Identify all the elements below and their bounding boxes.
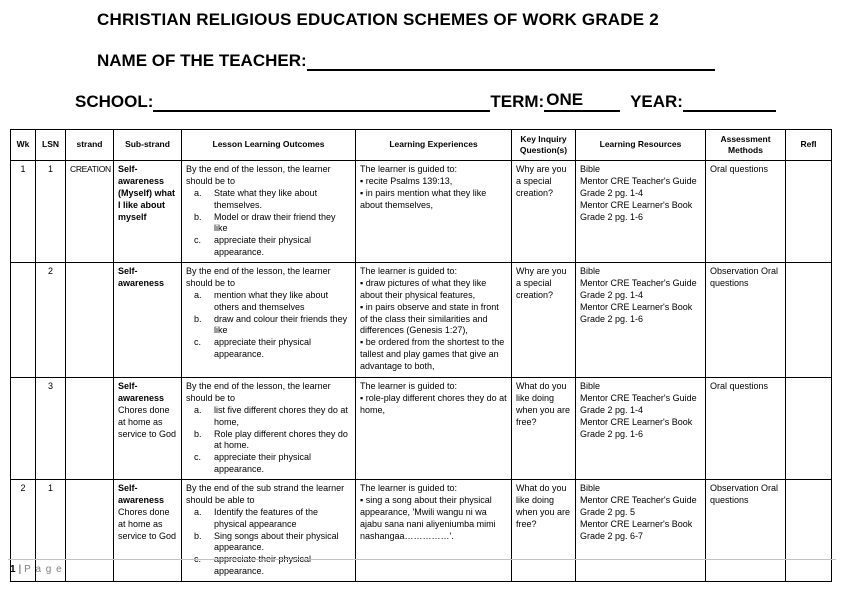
cell-lesson-number: 1 xyxy=(36,161,66,263)
experiences-list xyxy=(360,176,507,212)
experience-item: ▪ sing a song about their physical appearance, 'Mwili wangu ni wa ajabu sana nani aliyeniumba mimi nashangaa……………'. xyxy=(360,495,507,543)
substrand-detail: Chores done at home as service to God xyxy=(118,404,177,439)
cell-week xyxy=(11,263,36,378)
year-blank-field xyxy=(683,95,776,112)
cell-learning-resources xyxy=(576,378,706,480)
experiences-intro: The learner is guided to: xyxy=(360,164,458,174)
outcome-item: draw and colour their friends they like xyxy=(214,313,348,336)
page-footer xyxy=(8,559,836,575)
cell-lesson-outcomes xyxy=(182,161,356,263)
cell-substrand xyxy=(114,161,182,263)
cell-learning-experiences xyxy=(356,161,512,263)
resource-line: Bible xyxy=(580,381,601,391)
column-header: Sub-strand xyxy=(114,130,182,161)
column-header: Lesson Learning Outcomes xyxy=(182,130,356,161)
cell-strand: CREATION xyxy=(66,161,114,263)
resource-line: Mentor CRE Teacher's Guide Grade 2 pg. 5 xyxy=(580,494,697,517)
schemes-table-body xyxy=(11,161,832,582)
teacher-label: NAME OF THE TEACHER: xyxy=(97,51,307,70)
outcome-item: list five different chores they do at home, xyxy=(214,404,348,427)
resource-line: Mentor CRE Learner's Book Grade 2 pg. 1-6 xyxy=(580,416,693,439)
outcome-item: Sing songs about their physical appearance. xyxy=(214,530,339,553)
cell-reflection xyxy=(786,378,832,480)
outcomes-intro: By the end of the lesson, the learner should be to xyxy=(186,164,331,186)
substrand-title: Self-awareness (Myself) what I like about myself xyxy=(118,164,176,222)
term-label: TERM: xyxy=(490,92,545,111)
experience-item: ▪ in pairs mention what they like about themselves, xyxy=(360,188,507,212)
experiences-list xyxy=(360,278,507,373)
cell-substrand xyxy=(114,378,182,480)
outcome-item: Model or draw their friend they like xyxy=(214,211,336,234)
outcome-item: appreciate their physical appearance. xyxy=(214,554,312,577)
column-header: Refl xyxy=(786,130,832,161)
page-label: P a g e xyxy=(24,564,63,575)
table-row xyxy=(11,161,832,263)
cell-key-inquiry: What do you like doing when you are free? xyxy=(512,480,576,582)
school-term-year-line xyxy=(75,90,842,112)
school-label: SCHOOL: xyxy=(75,92,154,111)
cell-lesson-number: 3 xyxy=(36,378,66,480)
substrand-title: Self-awareness xyxy=(118,381,165,403)
resource-line: Bible xyxy=(580,483,601,493)
experiences-list xyxy=(360,495,507,543)
resource-line: Mentor CRE Teacher's Guide Grade 2 pg. 1-4 xyxy=(580,277,697,300)
cell-learning-experiences xyxy=(356,263,512,378)
outcome-item: Identify the features of the physical appearance xyxy=(214,506,319,529)
year-label: YEAR: xyxy=(630,92,683,111)
table-row xyxy=(11,378,832,480)
cell-substrand xyxy=(114,263,182,378)
experiences-intro: The learner is guided to: xyxy=(360,381,458,391)
resource-line: Mentor CRE Learner's Book Grade 2 pg. 1-6 xyxy=(580,199,693,222)
substrand-title: Self-awareness xyxy=(118,266,165,288)
cell-strand xyxy=(66,378,114,480)
cell-learning-experiences xyxy=(356,378,512,480)
outcome-item: State what they like about themselves. xyxy=(214,187,318,210)
experiences-intro: The learner is guided to: xyxy=(360,483,458,493)
resource-line: Bible xyxy=(580,266,601,276)
resource-line: Mentor CRE Learner's Book Grade 2 pg. 6-7 xyxy=(580,518,693,541)
cell-assessment-methods: Oral questions xyxy=(706,161,786,263)
column-header: Key Inquiry Question(s) xyxy=(512,130,576,161)
substrand-detail: Chores done at home as service to God xyxy=(118,506,177,541)
page-number: 1 xyxy=(10,564,16,575)
column-header: strand xyxy=(66,130,114,161)
outcomes-list xyxy=(186,290,351,361)
schemes-of-work-table xyxy=(10,129,832,582)
experience-item: ▪ be ordered from the shortest to the tallest and play games that give an advantage to both, xyxy=(360,337,507,373)
experience-item: ▪ role-play different chores they do at home, xyxy=(360,393,507,417)
outcome-item: Role play different chores they do at home. xyxy=(214,428,348,451)
cell-assessment-methods: Observation Oral questions xyxy=(706,480,786,582)
experience-item: ▪ recite Psalms 139:13, xyxy=(360,176,507,188)
outcome-item: appreciate their physical appearance. xyxy=(214,235,312,258)
resource-line: Mentor CRE Teacher's Guide Grade 2 pg. 1-4 xyxy=(580,392,697,415)
outcomes-intro: By the end of the sub strand the learner should be able to xyxy=(186,483,345,505)
table-row xyxy=(11,263,832,378)
cell-week: 1 xyxy=(11,161,36,263)
cell-key-inquiry: Why are you a special creation? xyxy=(512,263,576,378)
experience-item: ▪ in pairs observe and state in front of the class their similarities and differences (Genesis 1:27), xyxy=(360,302,507,338)
resource-line: Mentor CRE Learner's Book Grade 2 pg. 1-6 xyxy=(580,301,693,324)
cell-assessment-methods: Oral questions xyxy=(706,378,786,480)
outcomes-list xyxy=(186,405,351,476)
column-header: Learning Resources xyxy=(576,130,706,161)
outcome-item: mention what they like about others and themselves xyxy=(214,289,329,312)
table-header-row xyxy=(11,130,832,161)
cell-lesson-outcomes xyxy=(182,263,356,378)
cell-lesson-outcomes xyxy=(182,378,356,480)
resource-line: Mentor CRE Teacher's Guide Grade 2 pg. 1-4 xyxy=(580,175,697,198)
cell-lesson-number: 1 xyxy=(36,480,66,582)
cell-assessment-methods: Observation Oral questions xyxy=(706,263,786,378)
cell-week: 2 xyxy=(11,480,36,582)
outcome-item: appreciate their physical appearance. xyxy=(214,452,312,475)
outcomes-intro: By the end of the lesson, the learner should be to xyxy=(186,381,331,403)
experiences-list xyxy=(360,393,507,417)
column-header: Wk xyxy=(11,130,36,161)
cell-week xyxy=(11,378,36,480)
experiences-intro: The learner is guided to: xyxy=(360,266,458,276)
document-title: CHRISTIAN RELIGIOUS EDUCATION SCHEMES OF WORK GRADE 2 xyxy=(97,10,659,29)
cell-reflection xyxy=(786,263,832,378)
outcome-item: appreciate their physical appearance. xyxy=(214,337,312,360)
resource-line: Bible xyxy=(580,164,601,174)
outcomes-list xyxy=(186,188,351,259)
column-header: Learning Experiences xyxy=(356,130,512,161)
cell-strand xyxy=(66,263,114,378)
column-header: Assessment Methods xyxy=(706,130,786,161)
teacher-blank-field xyxy=(307,54,715,71)
outcomes-intro: By the end of the lesson, the learner should be to xyxy=(186,266,331,288)
cell-learning-resources xyxy=(576,161,706,263)
term-value: ONE xyxy=(544,90,585,112)
cell-learning-resources xyxy=(576,263,706,378)
column-header: LSN xyxy=(36,130,66,161)
experience-item: ▪ draw pictures of what they like about their physical features, xyxy=(360,278,507,302)
substrand-title: Self-awareness xyxy=(118,483,165,505)
footer-separator: | xyxy=(18,564,22,575)
cell-lesson-number: 2 xyxy=(36,263,66,378)
cell-key-inquiry: Why are you a special creation? xyxy=(512,161,576,263)
cell-key-inquiry: What do you like doing when you are free? xyxy=(512,378,576,480)
term-blank-field xyxy=(585,95,620,112)
cell-reflection xyxy=(786,161,832,263)
school-blank-field xyxy=(153,95,490,112)
teacher-name-line xyxy=(97,51,842,71)
